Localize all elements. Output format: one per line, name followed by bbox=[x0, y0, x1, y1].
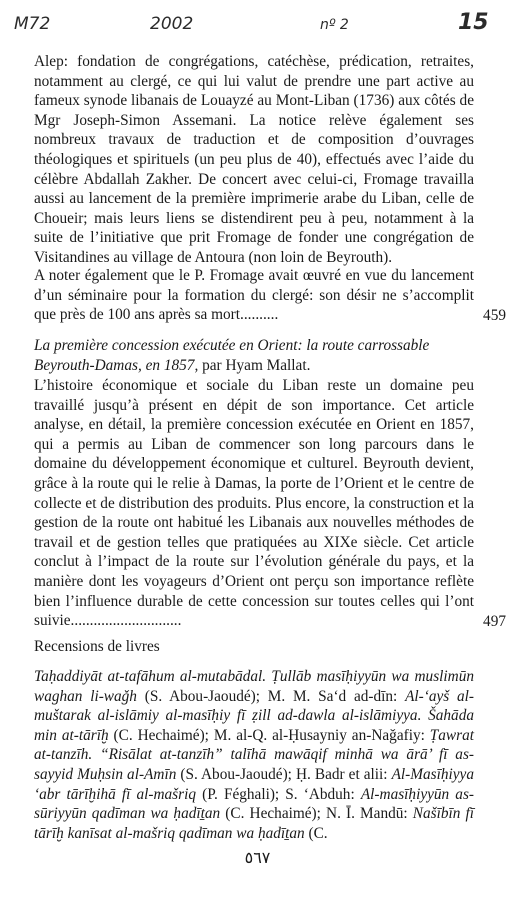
review-info: (C. bbox=[304, 824, 328, 842]
handwritten-note-1: M72 bbox=[14, 14, 51, 34]
page-ref-497: 497 bbox=[483, 612, 506, 630]
review-info: (P. Féghali); S. ‘Abduh: bbox=[195, 785, 361, 803]
article-abstract: L’histoire économique et sociale du Liban reste un domaine peu travaillé jusqu’à présent en dépit de son importance. Cet article analyse, en détail, la première concession exécutée en Orient en 1857, qui a permis au Liban de commencer son long parcours dans le domaine du développement économique et culturel. Beyrouth devient, grâce à la route qui le relie à Damas, la porte de l’Orient et le centre de collecte et de distribution des produits. Plus encore, la construction et la gestion de la route ont habitué les Libanais aux nouvelles méthodes de travail et de gestion telles que pratiquées au XIXe siècle. Cet article conclut à l’impact de la route sur l’évolution générale du pays, et la manière dont les voyageurs d’Orient ont perçu son importance reflète bien l’influence durable de cette concession sur toutes celles qui l’ont suivie............................. bbox=[34, 377, 474, 630]
continuation-paragraph: Alep: fondation de congrégations, catéchèse, prédication, retraites, notamment au clergé, ce qui lui valut de prendre une part active au fameux synode libanais de Louayzé au Mont-Liban (1736) aux côtés de Mgr Joseph-Simon Assemani. La notice relève également ses nombreux travaux de traduction et de composition d’ouvrages théologiques et spirituels (un peu plus de 40), effectués avec l’aide du célèbre Abdallah Zakher. De concert avec celui-ci, Fromage travailla aussi au lancement de la première imprimerie arabe du Liban, celle de Choueir; mais leurs liens se distendirent peu à peu, notamment à la suite de l’initiative que prit Fromage de fonder une congrégation de Visitandines au village de Antoura (non loin de Beyrouth). bbox=[34, 53, 474, 266]
review-title: Ṭawrat at-tanzīh. “Risālat at-tanzīh” talīhā mawāqif minhā wa ārā’ fī as-sayyid Muḥsin al-Amīn bbox=[34, 726, 474, 783]
article-heading bbox=[34, 336, 474, 375]
review-title: Taḥaddiyāt at-tafāhum al-mutabādal. Ṭullāb masīḥiyyūn wa muslimūn waghan li-waǧh bbox=[34, 668, 474, 705]
continuation-block bbox=[34, 52, 474, 268]
review-info: (C. Hechaimé); M. al-Q. al-Ḥusayniy an-Naǧafiy: bbox=[108, 726, 430, 744]
review-info: (S. Abou-Jaoudé); M. M. Sa‘d ad-dīn: bbox=[136, 687, 406, 705]
article-title: La première concession exécutée en Orient: la route carrossable Beyrouth-Damas, en 1857, bbox=[34, 337, 430, 374]
article-author: par Hyam Mallat. bbox=[198, 356, 311, 374]
review-title: Našībīn fī tārīḫ kanīsat al-mašriq qadīman wa ḥadīṯan bbox=[34, 805, 474, 842]
fromage-entry bbox=[34, 266, 506, 325]
review-title: Al-‘ayš al-muštarak al-islāmiy al-masīḥiy fī ẓill ad-dawla al-islāmiyya. Šahāda min at-tārīḫ bbox=[34, 687, 474, 744]
handwritten-page-number: 15 bbox=[458, 10, 489, 35]
handwritten-note-2: 2002 bbox=[150, 14, 194, 34]
section-heading: Recensions de livres bbox=[34, 638, 160, 655]
review-title: Al-masīḥiyyūn as-sūriyyūn qadīman wa ḥadīṯan bbox=[34, 785, 474, 823]
article-entry bbox=[34, 376, 506, 631]
reviews-list bbox=[34, 667, 474, 843]
review-title: Al-Masīḥiyya ‘abr tārīḫihā fī al-mašriq bbox=[34, 765, 474, 803]
page-ref-459: 459 bbox=[483, 306, 506, 324]
folio-number: ٥٦٧ bbox=[244, 850, 271, 867]
review-info: (C. Hechaimé); N. Ī. Mandū: bbox=[220, 805, 413, 823]
handwritten-note-3: nº 2 bbox=[320, 17, 349, 33]
fromage-note: A noter également que le P. Fromage avait œuvré en vue du lancement d’un séminaire pour la formation du clergé: son désir ne s’accomplit que près de 100 ans après sa mort.......... bbox=[34, 267, 474, 324]
review-info: (S. Abou-Jaoudé); Ḥ. Badr et alii: bbox=[176, 765, 392, 783]
